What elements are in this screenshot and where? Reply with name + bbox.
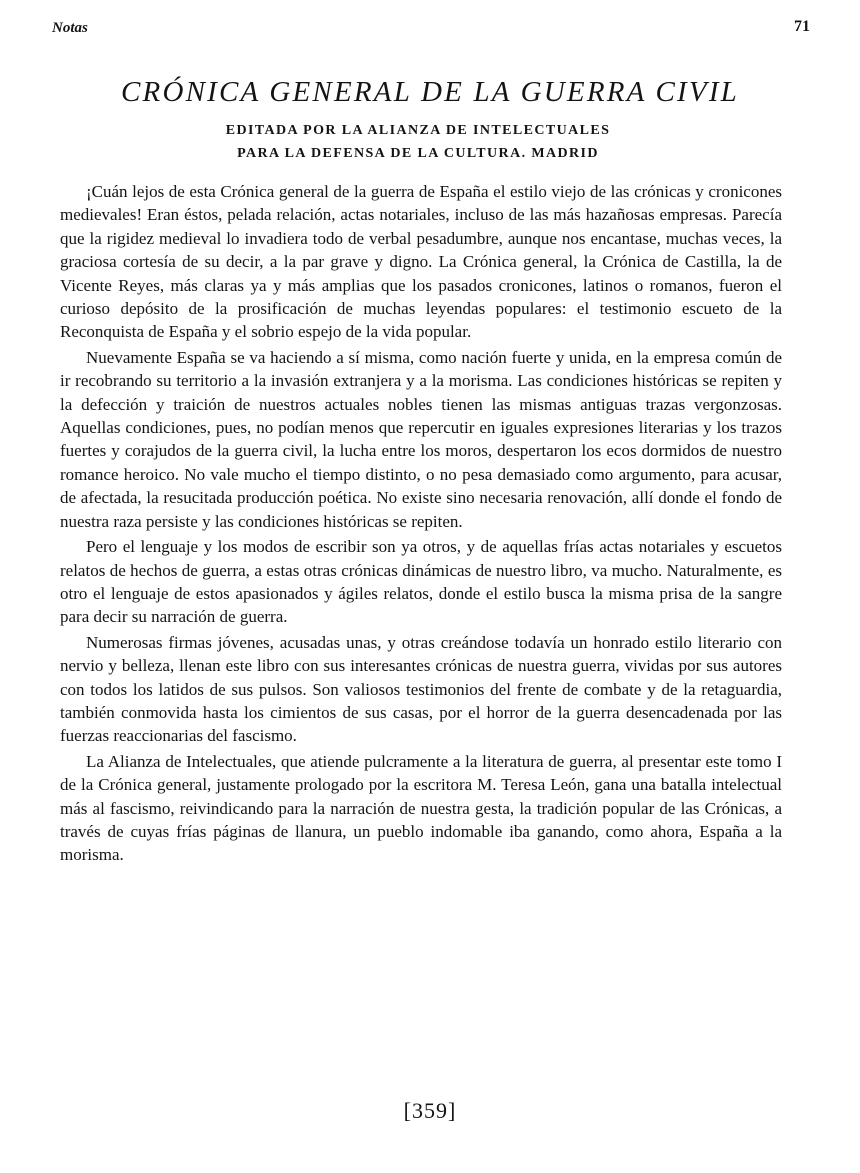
paragraph: ¡Cuán lejos de esta Crónica general de la guerra de España el estilo viejo de las crónicas y cronicones medievales! Eran éstos, pelada relación, actas notariales, incluso de las más hazañosas empresas. Parecía que la rigidez medieval lo invadiera todo de verbal pesadumbre, aunque nos encantase, muchas veces, la graciosa cortesía de su decir, a la par grave y digno. La Crónica general, la Crónica de Castilla, la de Vicente Reyes, más claras ya y más amplias que los pasados cronicones, latinos o romanos, fueron el curioso depósito de la prosificación de muchas leyendas populares: el testimonio escueto de la Reconquista de España y el sobrio espejo de la vida popular.: [60, 182, 782, 342]
paragraph: La Alianza de Intelectuales, que atiende pulcramente a la literatura de guerra, al presentar este tomo I de la Crónica general, justamente prologado por la escritora M. Teresa León, gana una batalla intelectual más al fascismo, reivindicando para la narración de nuestra gesta, la tradición popular de las Crónicas, a través de cuyas frías páginas de llanura, un pueblo indomable iba ganando, como ahora, España a la morisma.: [60, 751, 782, 865]
article-title: CRÓNICA GENERAL DE LA GUERRA CIVIL: [120, 76, 740, 108]
page-number: 71: [794, 18, 810, 35]
folio-number: [359]: [403, 1098, 457, 1123]
paragraph: Pero el lenguaje y los modos de escribir son ya otros, y de aquellas frías actas notariales y escuetos relatos de hechos de guerra, a estas otras crónicas dinámicas de nuestro libro, va mucho. Naturalmente, es otro el lenguaje de estos apasionados y ágiles relatos, donde el estilo busca la misma prisa de la sangre para decir su narración de guerra.: [60, 537, 782, 627]
paragraph: Numerosas firmas jóvenes, acusadas unas, y otras creándose todavía un honrado estilo literario con nervio y belleza, llenan este libro con sus interesantes crónicas de nuestra guerra, vividas por sus autores con todos los latidos de sus pulsos. Son valiosos testimonios del frente de combate y de la retaguardia, también conmovida hasta los cimientos de sus casas, por el horror de la guerra desencadenada por las fuerzas reaccionarias del fascismo.: [60, 632, 782, 746]
paragraph: Nuevamente España se va haciendo a sí misma, como nación fuerte y unida, en la empresa común de ir recobrando su territorio a la invasión extranjera y a la morisma. Las condiciones históricas se repiten y la defección y traición de nuestros actuales nobles tienen las mismas antiguas trazas vergonzosas. Aquellas condiciones, pues, no podían menos que repercutir en iguales expresiones literarias y los trazos fuertes y corajudos de la guerra civil, la lucha entre los moros, despertaron los ecos dormidos de nuestro romance heroico. No vale mucho el tiempo distinto, o no pesa demasiado como argumento, para acusar, de afectada, la resucitada producción poética. No existe sino necesaria renovación, allí donde el fondo de nuestra raza persiste y las condiciones históricas se repiten.: [60, 347, 782, 531]
running-head: Notas: [52, 20, 88, 36]
article-subtitle-line-2: PARA LA DEFENSA DE LA CULTURA. MADRID: [237, 146, 599, 161]
article-body: [60, 180, 782, 867]
article-subtitle-line-1: EDITADA POR LA ALIANZA DE INTELECTUALES: [225, 123, 611, 138]
